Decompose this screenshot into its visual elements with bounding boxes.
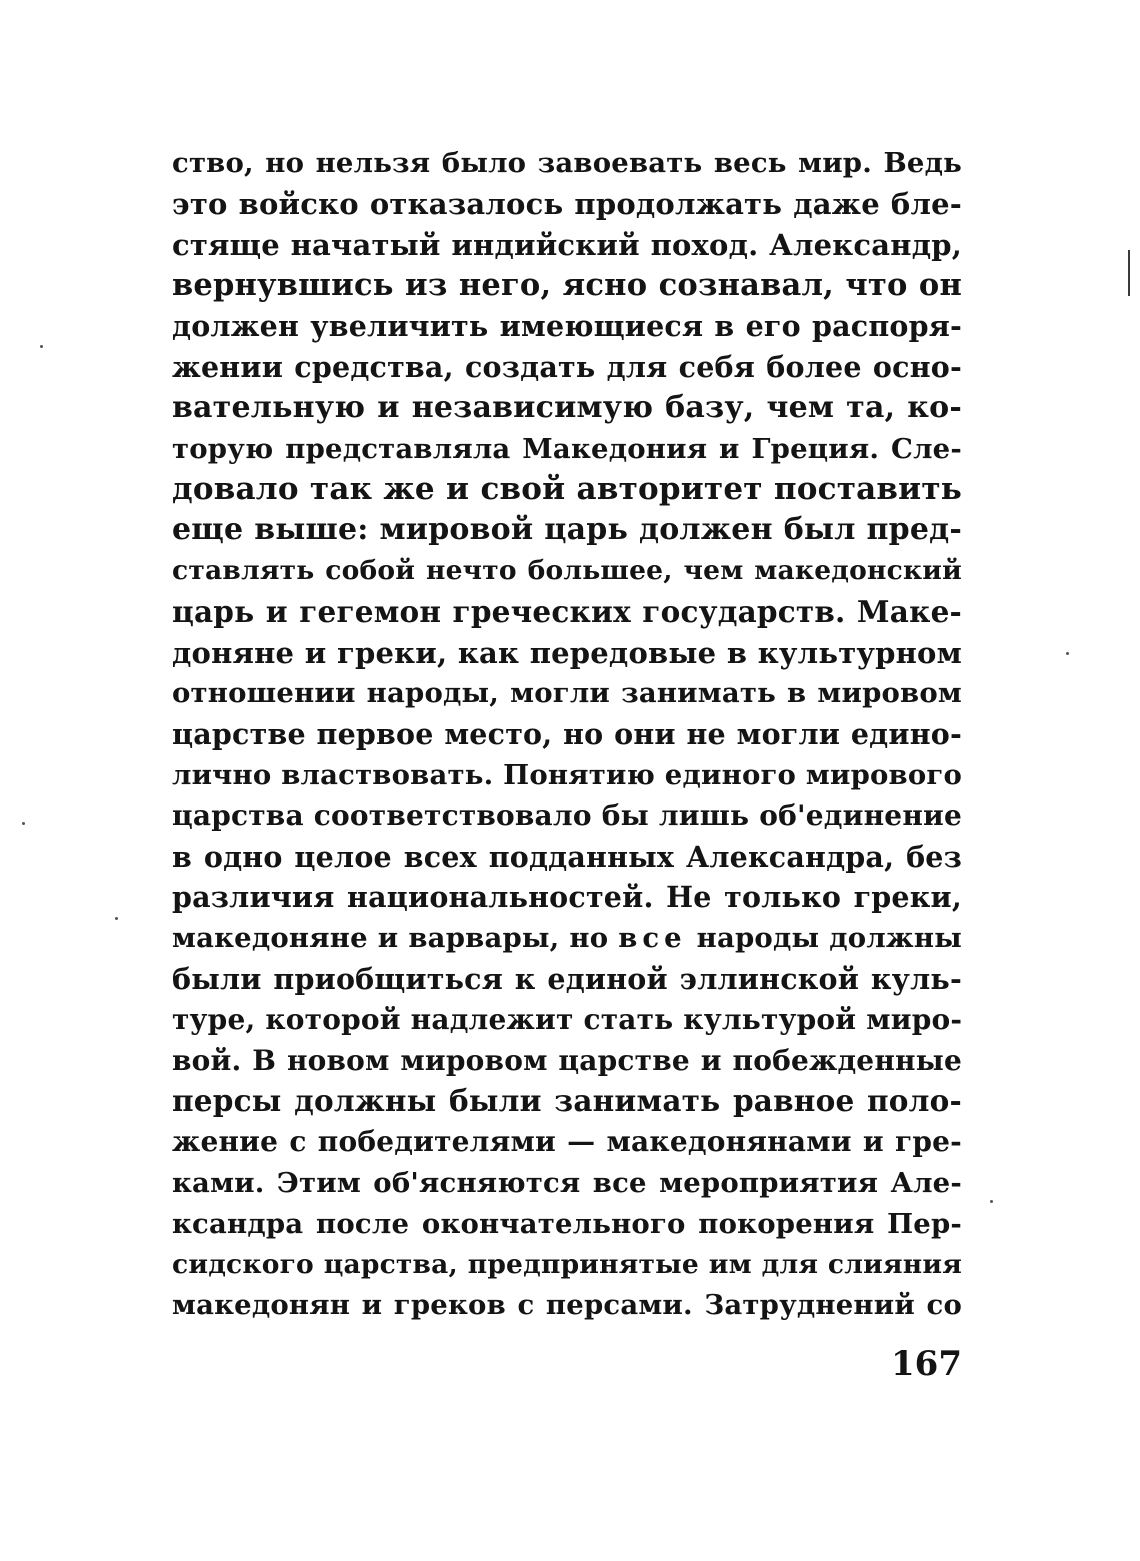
text-segment: народы должны [696, 922, 962, 955]
page-number: 167 [891, 1344, 962, 1384]
text-line: в одно целое всех подданных Александра, без [172, 839, 962, 874]
text-line: македонян и греков с персами. Затруднений со [172, 1289, 962, 1322]
text-line: еще выше: мировой царь должен был пред- [172, 512, 962, 548]
text-line-with-emphasis [172, 918, 962, 959]
emphasized-word: все [618, 922, 687, 955]
scan-speck [115, 917, 118, 920]
text-line: царства соответствовало бы лишь об'единение [172, 798, 962, 832]
text-line: царстве первое место, но они не могли едино- [172, 717, 962, 752]
text-line: ство, но нельзя было завоевать весь мир. Ведь [172, 147, 962, 179]
text-segment: македоняне и варвары, но [172, 922, 609, 955]
scan-speck [40, 345, 43, 348]
text-line: жении средства, создать для себя более осно- [172, 349, 962, 384]
text-line: стяще начатый индийский поход. Александр, [172, 227, 962, 262]
text-line: туре, которой надлежит стать культурой миро- [172, 1002, 963, 1036]
text-line: царь и гегемон греческих государств. Маке- [172, 593, 962, 629]
body-text [172, 143, 962, 1326]
scan-speck [990, 1200, 993, 1203]
text-line: жение с победителями — македонянами и гре- [172, 1125, 962, 1159]
text-line: ками. Этим об'ясняются все мероприятия Але- [172, 1166, 962, 1199]
text-line: отношении народы, могли занимать в мировом [172, 677, 962, 710]
text-line: лично властвовать. Понятию единого мирового [172, 758, 962, 791]
text-line: должен увеличить имеющиеся в его распоря- [172, 309, 962, 344]
scan-speck [1066, 652, 1069, 655]
text-line: вательную и независимую базу, чем та, ко- [172, 389, 962, 425]
text-line: персы должны были занимать равное поло- [172, 1083, 962, 1119]
text-line: вернувшись из него, ясно сознавал, что он [172, 267, 962, 304]
text-line: доняне и греки, как передовые в культурном [172, 635, 962, 670]
text-line: различия национальностей. Не только греки, [172, 880, 962, 915]
text-line: довало так же и свой авторитет поставить [172, 471, 962, 508]
scan-speck [22, 822, 25, 825]
text-line: были приобщиться к единой эллинской куль- [172, 961, 962, 996]
text-line: ксандра после окончательного покорения Пер- [172, 1207, 962, 1240]
text-line: вой. В новом мировом царстве и побежденные [172, 1043, 962, 1077]
scan-edge-mark [1128, 250, 1130, 296]
text-line: это войско отказалось продолжать даже бле- [172, 186, 962, 221]
text-line: сидского царства, предпринятые им для слияния [172, 1248, 962, 1280]
text-line: ставлять собой нечто большее, чем македонский [172, 554, 962, 586]
text-line: торую представляла Македония и Греция. Сле- [172, 432, 962, 465]
